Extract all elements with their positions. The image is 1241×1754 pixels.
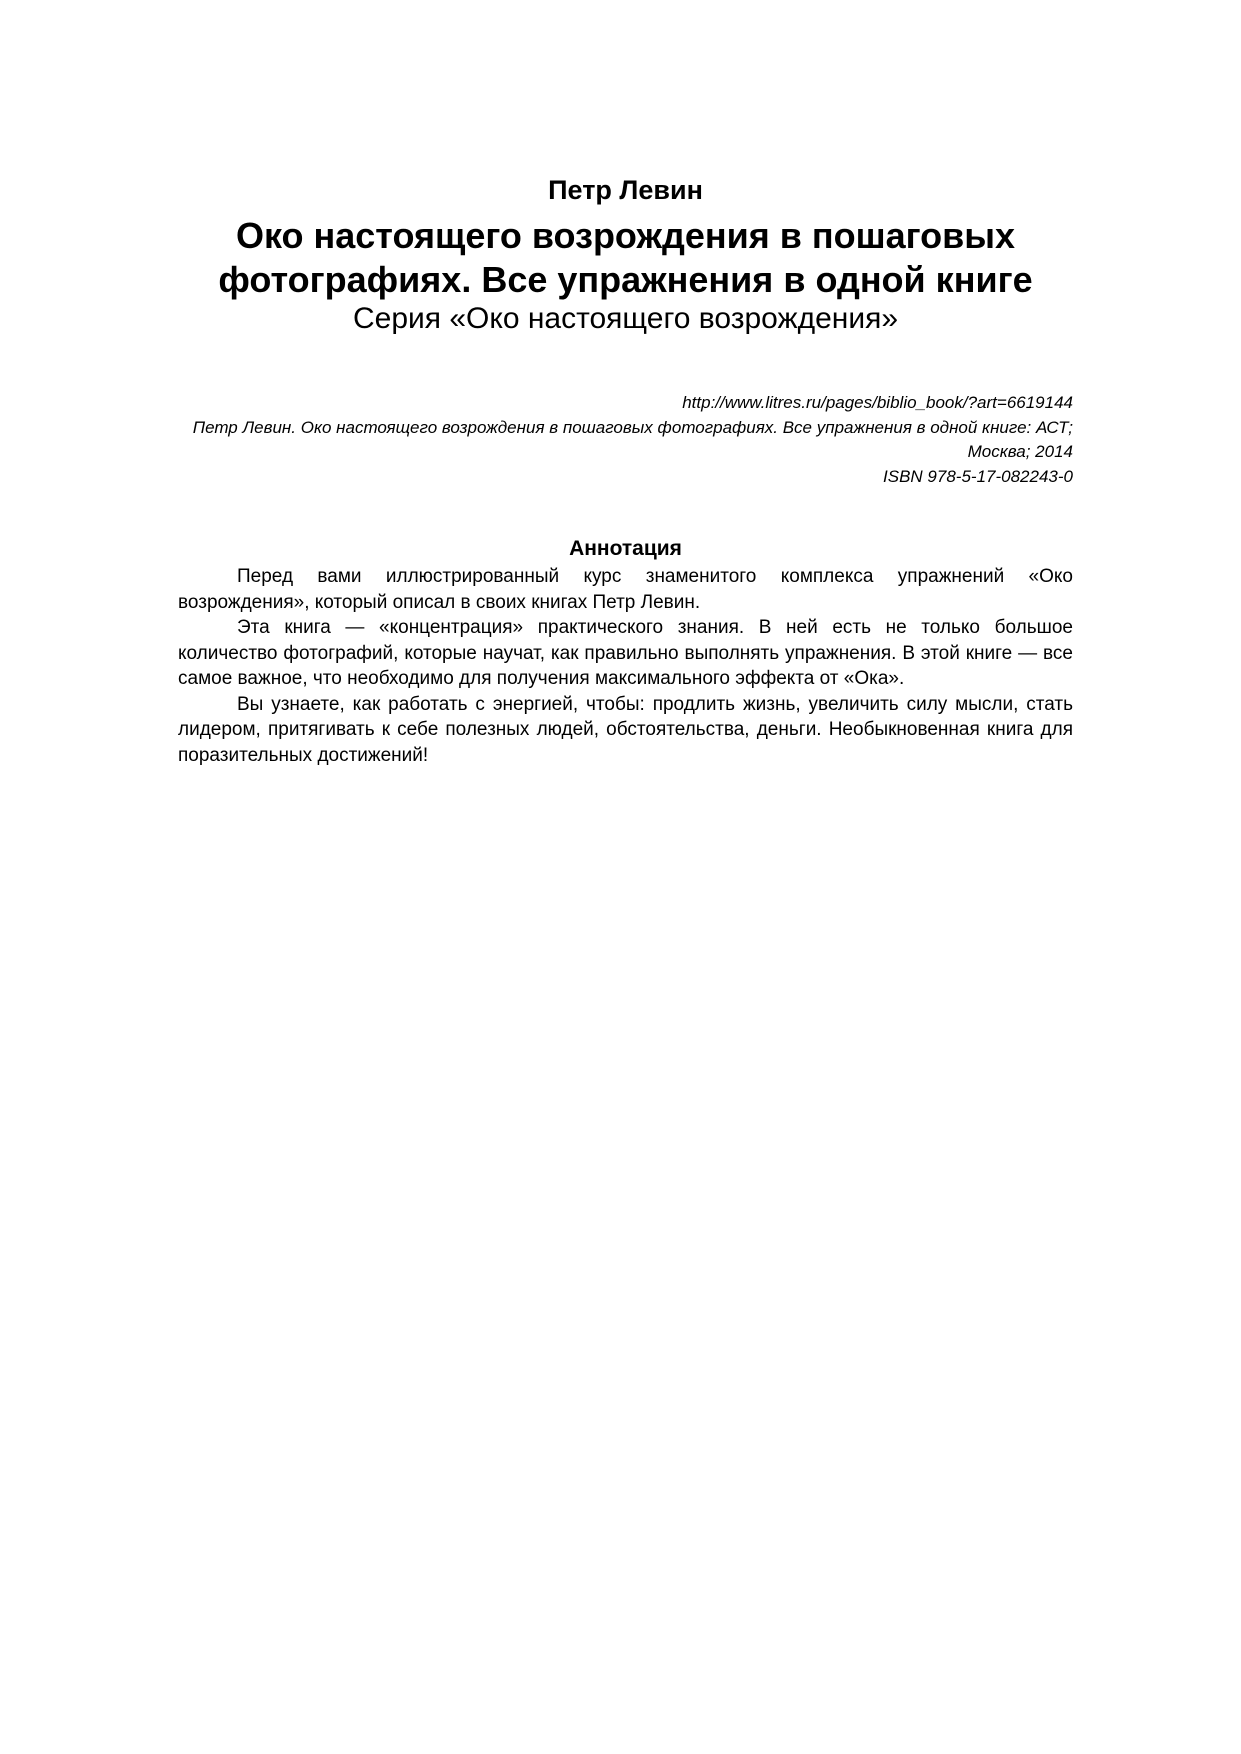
isbn: ISBN 978-5-17-082243-0 [883,466,1073,486]
annotation-paragraph: Эта книга — «концентрация» практического знания. В ней есть не только большое количество фотографий, которые научат, как правильно выполнять упражнения. В этой книге — все самое важное, что необходимо для получения максимального эффекта от «Ока». [178,617,1073,689]
source-url: http://www.litres.ru/pages/biblio_book/?art=6619144 [682,393,1073,412]
citation: Петр Левин. Око настоящего возрождения в пошаговых фотографиях. Все упражнения в одной книге: АСТ; Москва; 2014 [192,417,1073,461]
bibliographic-info [178,391,1073,489]
book-author: Петр Левин [548,175,703,205]
annotation-body [178,564,1073,768]
book-series: Серия «Око настоящего возрождения» [352,302,899,335]
book-title: Око настоящего возрождения в пошаговых фотографиях. Все упражнения в одной книге [218,215,1033,300]
annotation-paragraph: Перед вами иллюстрированный курс знаменитого комплекса упражнений «Око возрождения», который описал в своих книгах Петр Левин. [178,566,1073,613]
annotation-paragraph: Вы узнаете, как работать с энергией, чтобы: продлить жизнь, увеличить силу мысли, стать лидером, притягивать к себе полезных людей, обстоятельства, деньги. Необыкновенная книга для поразительных достижений! [178,693,1073,766]
annotation-heading: Аннотация [569,537,682,560]
